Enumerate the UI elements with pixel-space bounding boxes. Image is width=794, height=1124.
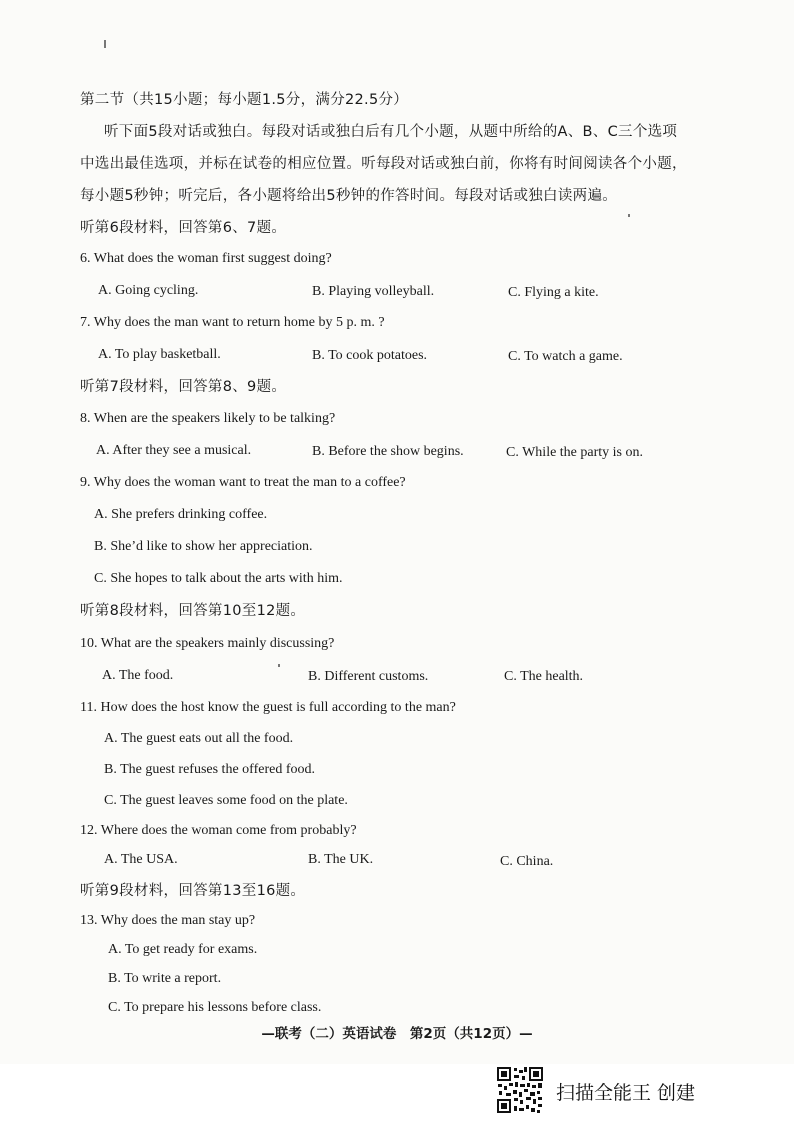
question-12-stem: 12. Where does the woman come from probably? bbox=[80, 823, 357, 838]
page-footer: —联考（二）英语试卷 第2页（共12页）— bbox=[261, 1026, 533, 1042]
question-11-option-c: C. The guest leaves some food on the plate. bbox=[104, 793, 348, 808]
question-8-option-c: C. While the party is on. bbox=[506, 445, 643, 460]
question-6-option-a: A. Going cycling. bbox=[98, 283, 199, 298]
scan-speck bbox=[104, 40, 106, 48]
scan-speck bbox=[628, 214, 630, 217]
question-7-stem: 7. Why does the man want to return home by 5 p. m. ? bbox=[80, 315, 385, 330]
question-13-option-b: B. To write a report. bbox=[108, 971, 222, 986]
question-10-option-a: A. The food. bbox=[102, 668, 174, 683]
instruction-line-2: 中选出最佳选项，并标在试卷的相应位置。听每段对话或独白前，你将有时间阅读各个小题， bbox=[80, 156, 687, 172]
question-10-option-c: C. The health. bbox=[504, 669, 584, 684]
question-12-option-a: A. The USA. bbox=[104, 852, 178, 867]
instruction-line-3: 每小题5秒钟；听完后，各小题将给出5秒钟的作答时间。每段对话或独白读两遍。 bbox=[80, 188, 618, 204]
material-heading-6: 听第6段材料，回答第6、7题。 bbox=[80, 220, 287, 236]
question-13-option-a: A. To get ready for exams. bbox=[108, 942, 258, 957]
qr-code-icon bbox=[496, 1066, 544, 1114]
question-10-option-b: B. Different customs. bbox=[308, 669, 429, 684]
material-heading-8: 听第8段材料，回答第10至12题。 bbox=[80, 603, 306, 619]
question-9-option-a: A. She prefers drinking coffee. bbox=[94, 507, 268, 522]
question-9-option-c: C. She hopes to talk about the arts with him. bbox=[94, 571, 343, 586]
question-7-option-b: B. To cook potatoes. bbox=[312, 348, 428, 363]
section-heading: 第二节（共15小题；每小题1.5分，满分22.5分） bbox=[80, 92, 409, 108]
question-8-stem: 8. When are the speakers likely to be talking? bbox=[80, 411, 336, 426]
question-7-option-a: A. To play basketball. bbox=[98, 347, 221, 362]
question-9-option-b: B. She’d like to show her appreciation. bbox=[94, 539, 313, 554]
scan-speck bbox=[278, 664, 280, 667]
material-heading-7: 听第7段材料，回答第8、9题。 bbox=[80, 379, 287, 395]
question-6-stem: 6. What does the woman first suggest doing? bbox=[80, 251, 332, 266]
question-9-stem: 9. Why does the woman want to treat the man to a coffee? bbox=[80, 475, 406, 490]
question-11-option-a: A. The guest eats out all the food. bbox=[104, 731, 294, 746]
question-6-option-c: C. Flying a kite. bbox=[508, 285, 599, 300]
material-heading-9: 听第9段材料，回答第13至16题。 bbox=[80, 883, 306, 899]
instruction-line-1: 听下面5段对话或独白。每段对话或独白后有几个小题，从题中所给的A、B、C三个选项 bbox=[104, 124, 678, 140]
scanner-brand-label: 扫描全能王 创建 bbox=[556, 1082, 696, 1104]
question-7-option-c: C. To watch a game. bbox=[508, 349, 623, 364]
question-8-option-a: A. After they see a musical. bbox=[96, 443, 252, 458]
question-12-option-c: C. China. bbox=[500, 854, 554, 869]
question-11-option-b: B. The guest refuses the offered food. bbox=[104, 762, 315, 777]
question-8-option-b: B. Before the show begins. bbox=[312, 444, 464, 459]
question-6-option-b: B. Playing volleyball. bbox=[312, 284, 435, 299]
question-10-stem: 10. What are the speakers mainly discussing? bbox=[80, 636, 335, 651]
question-11-stem: 11. How does the host know the guest is full according to the man? bbox=[80, 700, 456, 715]
question-13-option-c: C. To prepare his lessons before class. bbox=[108, 1000, 322, 1015]
question-12-option-b: B. The UK. bbox=[308, 852, 374, 867]
question-13-stem: 13. Why does the man stay up? bbox=[80, 913, 256, 928]
